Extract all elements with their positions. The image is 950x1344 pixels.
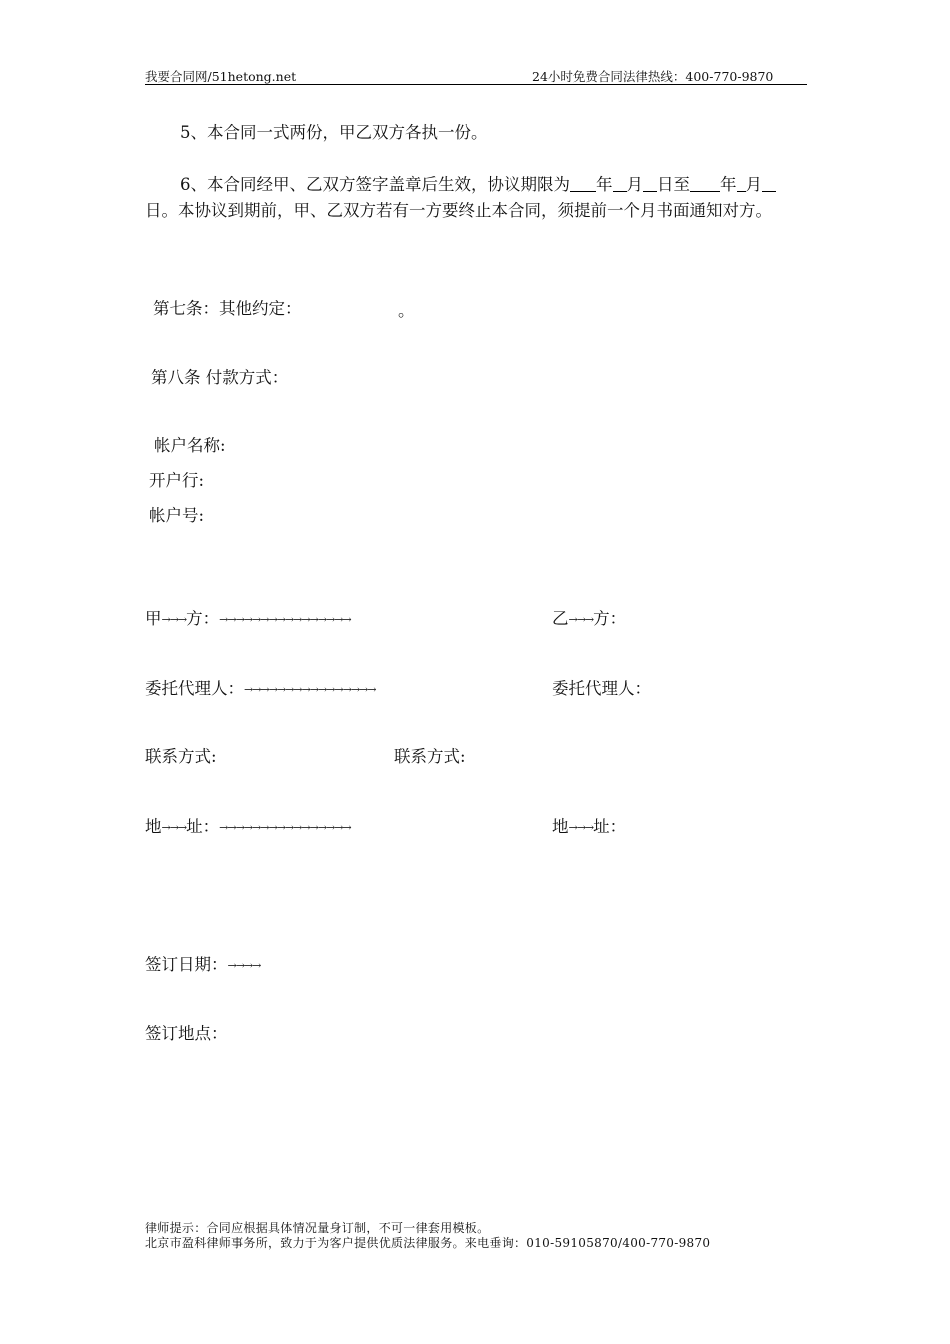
header-site: 我要合同网/51hetong.net xyxy=(145,69,297,84)
contact-a-label: 联系方式: xyxy=(145,747,217,766)
tab-arrows: →→→→ xyxy=(227,959,261,972)
article-7-label: 第七条：其他约定： xyxy=(153,299,302,318)
signing-place-label: 签订地点： xyxy=(145,1024,228,1043)
clause-6-day-1: 日至 xyxy=(657,175,690,194)
blank-day-2 xyxy=(762,175,776,192)
party-b-label: 乙→→→方： xyxy=(552,606,626,633)
article-7-end: 。 xyxy=(398,301,415,320)
tab-arrows: →→→→→→→→→→→→→→→→ xyxy=(219,821,351,834)
account-number-label: 帐户号: xyxy=(149,506,205,525)
blank-year-1 xyxy=(570,175,596,192)
tab-arrows: →→→ xyxy=(161,613,187,626)
clause-6-rest: 日。本协议到期前，甲、乙双方若有一方要终止本合同，须提前一个月书面通知对方。 xyxy=(145,201,772,220)
footer-lawyer-tip: 律师提示：合同应根据具体情况量身订制，不可一律套用模板。 xyxy=(145,1221,490,1235)
blank-year-2 xyxy=(690,175,720,192)
clause-6 xyxy=(145,172,807,224)
tab-arrows: →→→→→→→→→→→→→→→→ xyxy=(219,613,351,626)
account-name-label: 帐户名称: xyxy=(154,436,226,455)
contact-b-label: 联系方式: xyxy=(394,747,466,766)
party-a-label: 甲→→→方：→→→→→→→→→→→→→→→→ xyxy=(145,606,351,633)
address-a-label: 地→→→址：→→→→→→→→→→→→→→→→ xyxy=(145,814,351,841)
clause-5: 5、本合同一式两份，甲乙双方各执一份。 xyxy=(180,123,488,142)
agent-a-label: 委托代理人：→→→→→→→→→→→→→→→→ xyxy=(145,676,375,703)
article-8-label: 第八条 付款方式： xyxy=(151,368,289,387)
tab-arrows: →→→ xyxy=(161,821,187,834)
tab-arrows: →→→ xyxy=(568,613,594,626)
agent-b-label: 委托代理人： xyxy=(552,679,651,698)
clause-6-month-2: 月 xyxy=(745,175,762,194)
blank-day-1 xyxy=(643,175,657,192)
clause-6-year-2: 年 xyxy=(720,175,737,194)
signing-date-label: 签订日期：→→→→ xyxy=(145,952,260,979)
clause-6-prefix: 6、本合同经甲、乙双方签字盖章后生效，协议期限为 xyxy=(180,175,570,194)
tab-arrows: →→→→→→→→→→→→→→→→ xyxy=(244,683,376,696)
tab-arrows: →→→ xyxy=(568,821,594,834)
header-rule xyxy=(145,84,807,85)
footer-law-firm: 北京市盈科律师事务所，致力于为客户提供优质法律服务。来电垂询：010-59105870/400-770-9870 xyxy=(145,1236,711,1250)
header-hotline: 24小时免费合同法律热线：400-770-9870 xyxy=(532,69,774,84)
clause-6-year-1: 年 xyxy=(596,175,613,194)
bank-label: 开户行: xyxy=(149,471,205,490)
clause-6-month-1: 月 xyxy=(626,175,643,194)
address-b-label: 地→→→址： xyxy=(552,814,626,841)
blank-month-2 xyxy=(737,175,746,192)
blank-month-1 xyxy=(613,175,627,192)
